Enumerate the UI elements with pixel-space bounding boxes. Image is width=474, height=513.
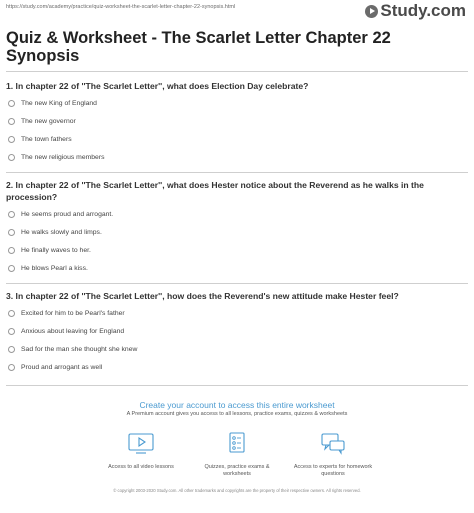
divider <box>6 71 468 72</box>
radio-button[interactable] <box>8 154 15 161</box>
option[interactable] <box>8 229 102 236</box>
radio-button[interactable] <box>8 310 15 317</box>
divider <box>6 385 468 386</box>
option[interactable] <box>8 154 104 161</box>
divider <box>6 172 468 173</box>
radio-button[interactable] <box>8 229 15 236</box>
option[interactable] <box>8 211 113 218</box>
option-label: He finally waves to her. <box>21 247 91 254</box>
logo-text: Study.com <box>380 1 466 20</box>
feature-experts <box>288 432 378 478</box>
option-label: He walks slowly and limps. <box>21 229 102 236</box>
option-label: Proud and arrogant as well <box>21 364 103 371</box>
radio-button[interactable] <box>8 247 15 254</box>
chat-icon <box>318 432 348 456</box>
option-label: The new King of England <box>21 100 97 107</box>
option-label: The new religious members <box>21 154 105 161</box>
feature-quizzes <box>192 432 282 478</box>
radio-button[interactable] <box>8 364 15 371</box>
video-icon <box>126 432 156 456</box>
question-2: 2. In chapter 22 of ''The Scarlet Letter'', what does Hester notice about the Reverend as he walks in the procession? <box>6 180 424 202</box>
option-label: He blows Pearl a kiss. <box>21 265 88 272</box>
radio-button[interactable] <box>8 346 15 353</box>
option[interactable] <box>8 100 97 107</box>
feature-label: Access to experts for homework questions <box>293 464 373 477</box>
feature-video-lessons <box>96 432 186 471</box>
option[interactable] <box>8 265 88 272</box>
option[interactable] <box>8 118 76 125</box>
divider <box>6 283 468 284</box>
create-account-link[interactable]: Create your account to access this entire worksheet <box>139 400 335 410</box>
option-label: He seems proud and arrogant. <box>21 211 114 218</box>
page-title: Quiz & Worksheet - The Scarlet Letter Chapter 22 Synopsis <box>6 29 391 65</box>
option[interactable] <box>8 328 124 335</box>
option-label: Anxious about leaving for England <box>21 328 125 335</box>
radio-button[interactable] <box>8 211 15 218</box>
study-logo[interactable] <box>365 1 466 21</box>
page-url: https://study.com/academy/practice/quiz-worksheet-the-scarlet-letter-chapter-22-synopsis.html <box>6 4 236 10</box>
option[interactable] <box>8 364 102 371</box>
radio-button[interactable] <box>8 265 15 272</box>
feature-label: Access to all video lessons <box>108 464 174 470</box>
feature-label: Quizzes, practice exams & worksheets <box>204 464 270 477</box>
option-label: The town fathers <box>21 136 72 143</box>
premium-description: A Premium account gives you access to all lessons, practice exams, quizzes & worksheets <box>126 411 348 417</box>
radio-button[interactable] <box>8 100 15 107</box>
play-icon <box>365 5 378 18</box>
copyright-footer: © copyright 2003-2020 Study.com. All other trademarks and copyrights are the property of their respective owners. All rights reserved. <box>113 488 361 493</box>
radio-button[interactable] <box>8 136 15 143</box>
option[interactable] <box>8 136 72 143</box>
radio-button[interactable] <box>8 328 15 335</box>
radio-button[interactable] <box>8 118 15 125</box>
option[interactable] <box>8 247 91 254</box>
option-label: Excited for him to be Pearl's father <box>21 310 125 317</box>
option[interactable] <box>8 310 125 317</box>
quiz-icon <box>222 432 252 456</box>
option[interactable] <box>8 346 137 353</box>
option-label: The new governor <box>21 118 76 125</box>
option-label: Sad for the man she thought she knew <box>21 346 138 353</box>
question-1: 1. In chapter 22 of ''The Scarlet Letter'', what does Election Day celebrate? <box>6 81 309 91</box>
question-3: 3. In chapter 22 of ''The Scarlet Letter'', how does the Reverend's new attitude make Hester feel? <box>6 291 399 301</box>
